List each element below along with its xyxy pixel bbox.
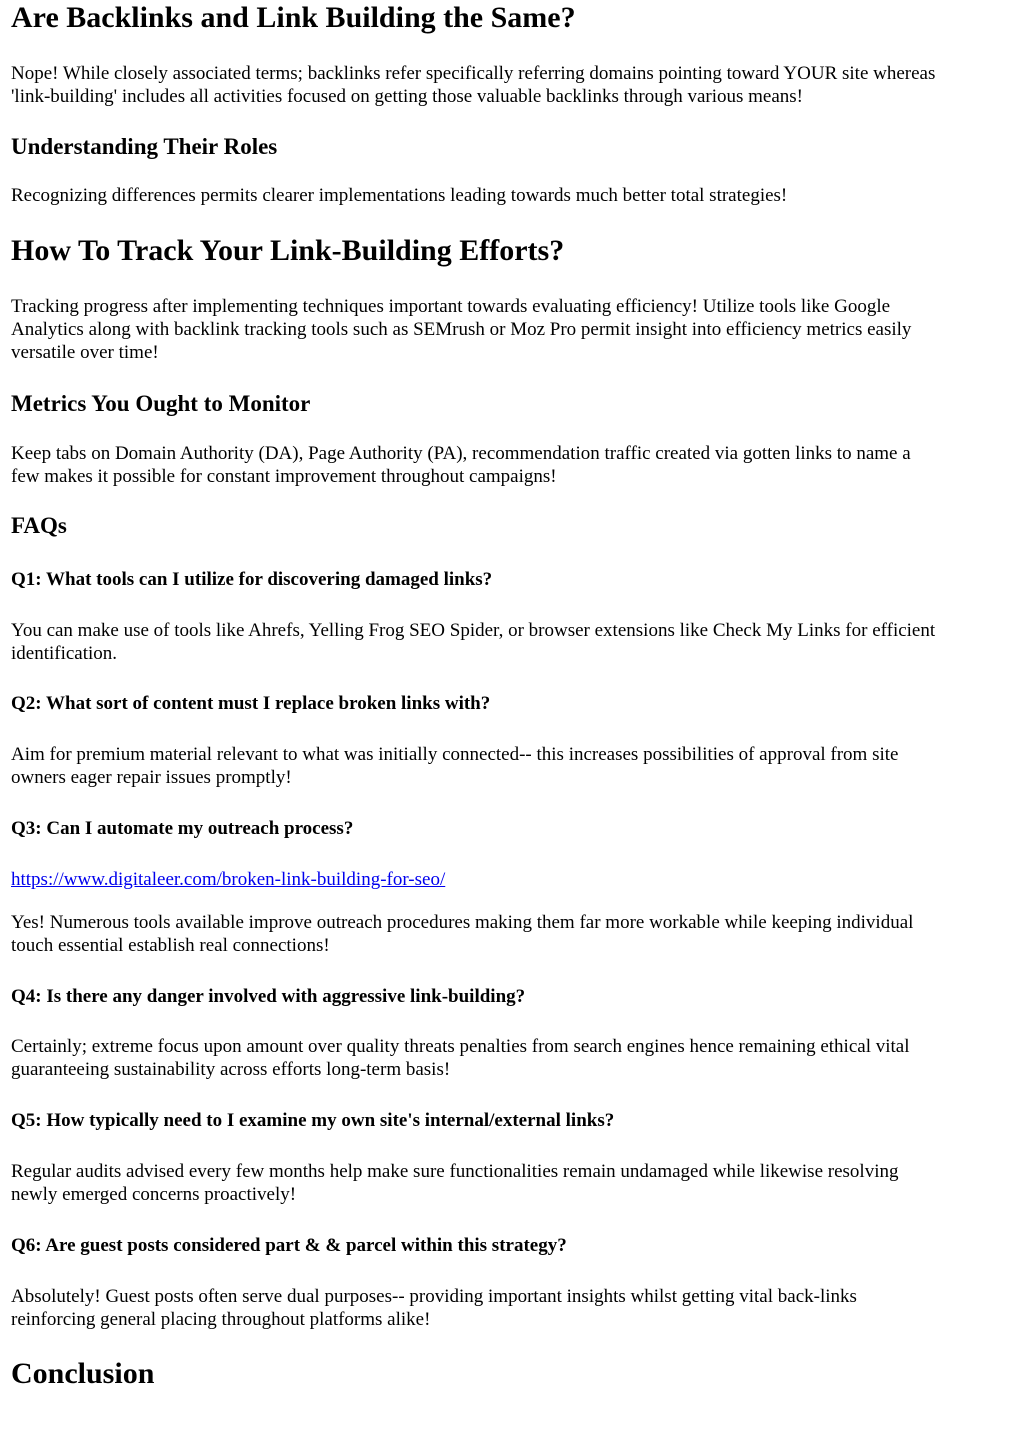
paragraph-line: Tracking progress after implementing techniques important towards evaluating efficiency! Utilize tools like Google bbox=[11, 296, 891, 317]
paragraph-line: You can make use of tools like Ahrefs, Yelling Frog SEO Spider, or browser extensions like Check My Links for efficient bbox=[11, 620, 936, 641]
faq-answer-q6 bbox=[11, 1285, 1017, 1331]
faq-answer-q4 bbox=[11, 1035, 1017, 1081]
faq-question-q2: Q2: What sort of content must I replace broken links with? bbox=[11, 693, 491, 714]
paragraph-line: guaranteeing sustainability across efforts long-term basis! bbox=[11, 1059, 451, 1080]
paragraph-line: Yes! Numerous tools available improve outreach procedures making them far more workable while keeping individual bbox=[11, 912, 914, 933]
paragraph-line: newly emerged concerns proactively! bbox=[11, 1184, 297, 1205]
paragraph-line: Certainly; extreme focus upon amount over quality threats penalties from search engines hence remaining ethical vital bbox=[11, 1036, 910, 1057]
faq-question-q1: Q1: What tools can I utilize for discovering damaged links? bbox=[11, 569, 493, 590]
digitaleer-broken-link-building-link[interactable]: https://www.digitaleer.com/broken-link-building-for-seo/ bbox=[11, 869, 446, 890]
faq-answer-q5 bbox=[11, 1160, 1017, 1206]
paragraph-line: Analytics along with backlink tracking tools such as SEMrush or Moz Pro permit insight into efficiency metrics easily bbox=[11, 319, 912, 340]
faq-answer-q2 bbox=[11, 743, 1017, 789]
faq-question-q4: Q4: Is there any danger involved with aggressive link-building? bbox=[11, 986, 526, 1007]
heading-conclusion: Conclusion bbox=[11, 1357, 155, 1390]
faq-answer-q3 bbox=[11, 911, 1017, 957]
paragraph-line: owners eager repair issues promptly! bbox=[11, 767, 292, 788]
paragraph-backlinks-definition bbox=[11, 62, 1017, 108]
paragraph-line: Absolutely! Guest posts often serve dual purposes-- providing important insights whilst getting vital back-links bbox=[11, 1286, 857, 1307]
paragraph-line: Nope! While closely associated terms; backlinks refer specifically referring domains pointing toward YOUR site whereas bbox=[11, 63, 936, 84]
paragraph-line: Aim for premium material relevant to what was initially connected-- this increases possibilities of approval from site bbox=[11, 744, 899, 765]
faq-question-q5: Q5: How typically need to I examine my own site's internal/external links? bbox=[11, 1110, 615, 1131]
paragraph-line: few makes it possible for constant improvement throughout campaigns! bbox=[11, 466, 557, 487]
faq-answer-q1 bbox=[11, 619, 1017, 665]
paragraph-line: Keep tabs on Domain Authority (DA), Page Authority (PA), recommendation traffic created via gotten links to name a bbox=[11, 443, 911, 464]
faq-question-q3: Q3: Can I automate my outreach process? bbox=[11, 818, 354, 839]
paragraph-tracking bbox=[11, 295, 1017, 364]
heading-backlinks-vs-link-building: Are Backlinks and Link Building the Same? bbox=[11, 1, 576, 34]
paragraph-line: 'link-building' includes all activities focused on getting those valuable backlinks through various means! bbox=[11, 86, 804, 107]
paragraph-line: Regular audits advised every few months help make sure functionalities remain undamaged while likewise resolving bbox=[11, 1161, 899, 1182]
paragraph-line: reinforcing general placing throughout platforms alike! bbox=[11, 1309, 431, 1330]
paragraph-understanding-roles: Recognizing differences permits clearer implementations leading towards much better total strategies! bbox=[11, 185, 788, 206]
heading-track-efforts: How To Track Your Link-Building Efforts? bbox=[11, 234, 565, 267]
paragraph-line: identification. bbox=[11, 643, 118, 664]
subheading-understanding-roles: Understanding Their Roles bbox=[11, 134, 278, 159]
paragraph-line: versatile over time! bbox=[11, 342, 159, 363]
faq-question-q6: Q6: Are guest posts considered part & & parcel within this strategy? bbox=[11, 1235, 567, 1256]
heading-faqs: FAQs bbox=[11, 513, 67, 538]
subheading-metrics: Metrics You Ought to Monitor bbox=[11, 391, 311, 416]
paragraph-metrics bbox=[11, 442, 1017, 488]
paragraph-line: touch essential establish real connections! bbox=[11, 935, 330, 956]
